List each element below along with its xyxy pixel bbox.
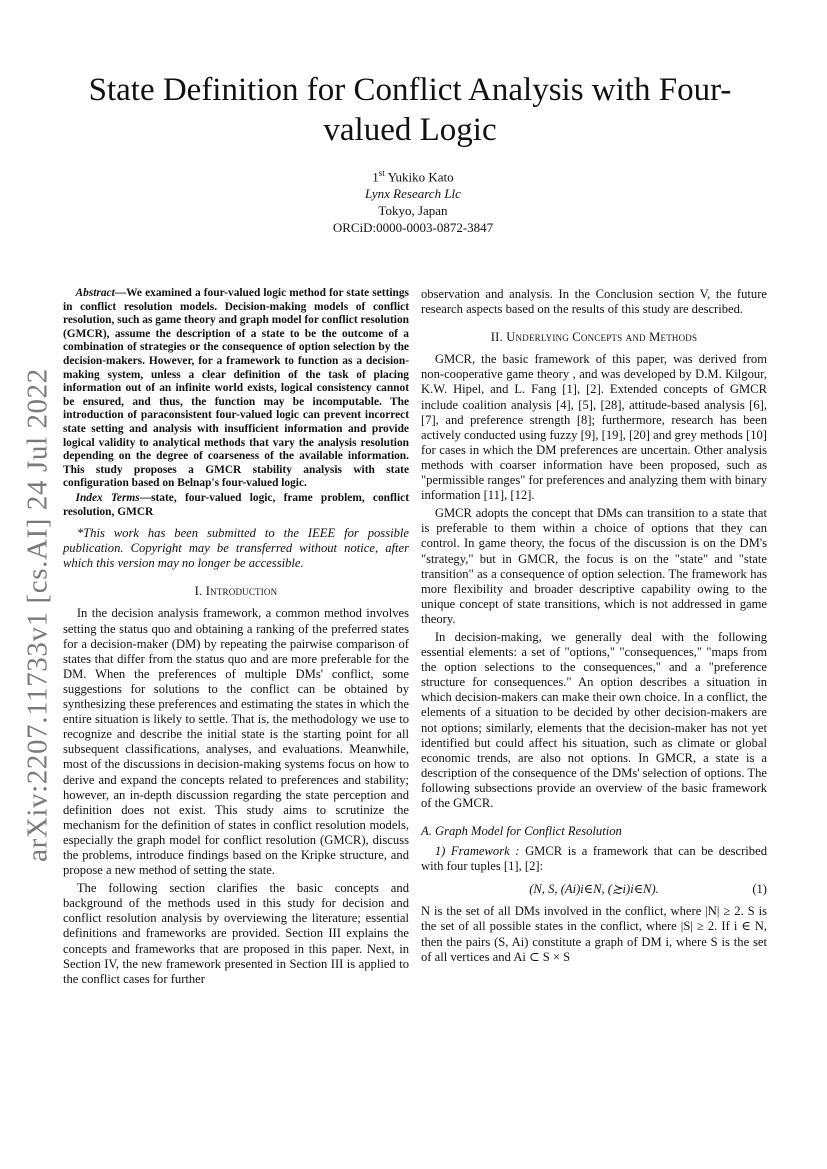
paper-title: State Definition for Conflict Analysis with Four-valued Logic [88,72,732,148]
section-heading-introduction: I. Introduction [194,584,278,599]
index-terms [63,492,409,519]
intro-paragraph-2: The following section clarifies the basic concepts and background of the methods used in this study for decision and conflict resolution analysis by overviewing the literature; essential definitions and frameworks are provided. Section III explains the concepts and frameworks that are proposed in this paper. Next, in Section IV, the new framework presented in Section III is applied to the conflict cases for further [63,881,409,986]
right-column [421,287,767,965]
index-terms-label: Index Terms [75,491,140,504]
equation-1 [421,880,767,898]
author-orcid: ORCiD:0000-0003-0872-3847 [332,220,494,236]
abstract [63,287,409,491]
framework-text: GMCR is a framework that can be described with four tuples [1], [2]: [421,844,767,874]
abstract-text: —We examined a four-valued logic method for state settings in conflict resolution models. Decision-making models of conflict resolution, such as game theory and graph model for conflict resolution (GMCR), assume the description of a state to be the outcome of a combination of strategies or the consequence of option selection by the decision-makers. However, for a framework to function as a decision-making system, unless a clear definition of the task of placing information out of an infinite world exists, logical consistency cannot be ensured, and thus, the function may be incomputable. The introduction of paraconsistent four-valued logic can prevent incorrect state setting and analysis with insufficient information and provide logical validity to analytical methods that vary the analysis resolution depending on the degree of coarseness of the available information. This study proposes a GMCR stability analysis with state configuration based on Belnap's four-valued logic. [63,287,409,490]
arxiv-identifier [18,368,58,862]
author-block [213,165,613,236]
framework-title: 1) Framework : [434,844,520,859]
intro-paragraph-1: In the decision analysis framework, a common method involves setting the status quo and obtaining a ranking of the preferred states for a decision-maker (DM) by repeating the pairwise comparison of states that differ from the status quo and are more preferable for the DM. When the preferences of multiple DMs' conflict, some suggestions for solutions to the conflict can be obtained by synthesizing these preferences and estimating the states in which the entire situation is likely to settle. That is, the methodology we use to recognize and describe the initial state is the starting point for all subsequent classifications, analyses, and evaluations. Meanwhile, most of the discussions in decision-making systems focus on how to derive and expand the concepts related to preferences and stability; however, an in-depth discussion regarding the state perception and definition does not exist. This study aims to scrutinize the mechanism for the definition of states in conflict resolution models, especially the graph model for conflict resolution (GMCR), discuss the problems, introduce findings based on the Kripke structure, and propose a new method of setting the state. [63,606,409,878]
after-equation-paragraph: N is the set of all DMs involved in the conflict, where |N| ≥ 2. S is the set of all possible states in the conflict, where |S| ≥ 2. If i ∈ N, then the pairs (S, Ai) constitute a graph of DM i, where S is the set of all vertices and Ai ⊂ S × S [421,904,767,964]
intro-paragraph-2-continued: observation and analysis. In the Conclusion section V, the future research aspects based on the results of this study are described. [421,287,767,317]
abstract-label: Abstract [75,287,115,299]
index-terms-text: —state, four-valued logic, frame problem, conflict resolution, GMCR [63,491,409,518]
author-location: Tokyo, Japan [378,203,448,219]
concepts-paragraph-3: In decision-making, we generally deal with the following essential elements: a set of "options," "consequences," "maps from the option selections to the consequences," and a "preference structure for consequences." An option describes a situation in which decision-makers can make their own choice. In a conflict, the elements of a situation to be decided by other decision-makers are not options; similarly, elements that the decision-maker has not yet identified but could affect his situation, such as climate or global economic trends, are also not options. In GMCR, a state is a description of the consequence of the DMs' selection of options. The following subsections provide an overview of the basic framework of the GMCR. [421,629,767,810]
left-column [63,287,409,987]
submission-note: *This work has been submitted to the IEEE for possible publication. Copyright may be transferred without notice, after which this version may no longer be accessible. [63,526,409,571]
author-name: 1st Yukiko Kato [372,168,454,185]
equation-number: (1) [752,882,767,897]
author-affiliation: Lynx Research Llc [365,186,461,202]
subsection-heading-gmcr: A. Graph Model for Conflict Resolution [421,824,622,839]
author-name-text: Yukiko Kato [387,169,454,185]
framework-paragraph [421,844,767,874]
concepts-paragraph-1: GMCR, the basic framework of this paper, was derived from non-cooperative game theory , and was developed by D.M. Kilgour, K.W. Hipel, and L. Fang [1], [2]. Extended concepts of GMCR include coalition analysis [4], [5], [28], attitude-based analysis [6], [7], and preference strength [8]; furthermore, research has been actively conducted using fuzzy [9], [19], [20] and grey methods [10] for cases in which the DM preferences are uncertain. Other analysis methods with coarser information have been proposed, such as "permissible ranges" for preferences and analyzing them with binary information [11], [12]. [421,352,767,503]
equation-body: (N, S, (Ai)i∈N, (≿i)i∈N). [529,882,659,897]
concepts-paragraph-2: GMCR adopts the concept that DMs can transition to a state that is preferable to them within a choice of options that they can control. In game theory, the focus of the discussion is on the DM's "strategy," but in GMCR, the focus is on the "state" and "state transition" as a consequence of option selection. The framework has more flexibility and broader descriptive capability owing to the unique concept of state transitions, which is not addressed in game theory. [421,506,767,626]
section-heading-concepts: II. Underlying Concepts and Methods [490,330,698,345]
arxiv-id-text: arXiv:2207.11733v1 [cs.AI] 24 Jul 2022 [21,368,54,862]
